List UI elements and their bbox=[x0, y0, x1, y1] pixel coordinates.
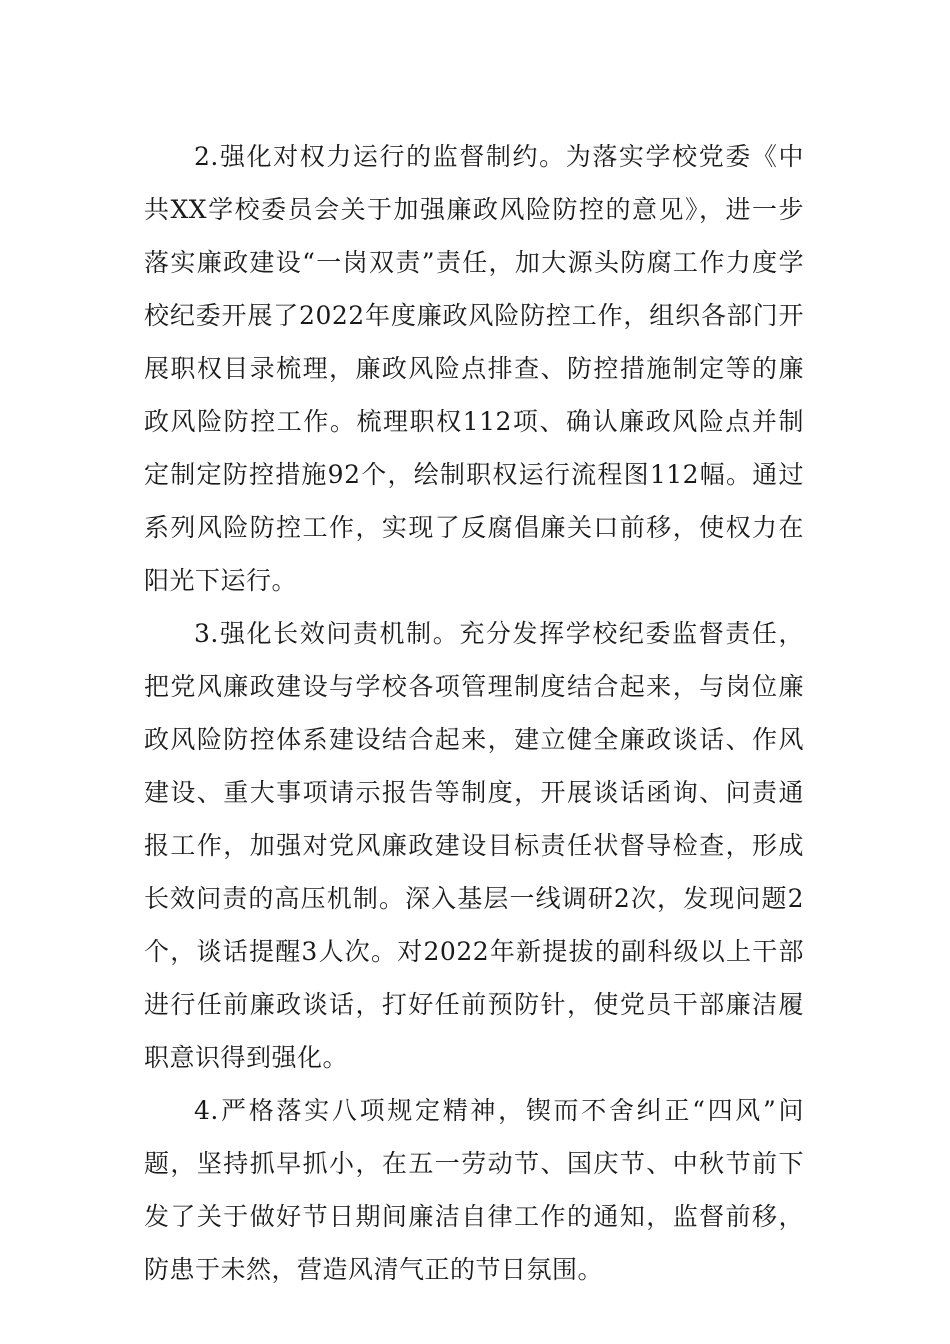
paragraph-eight-rules: 4.严格落实八项规定精神，锲而不舍纠正“四风”问题，坚持抓早抓小，在五一劳动节、国庆节、中秋节前下发了关于做好节日期间廉洁自律工作的通知，监督前移，防患于未然，营造风清气正的节日氛围。 bbox=[144, 1096, 804, 1284]
paragraph-power-supervision: 2.强化对权力运行的监督制约。为落实学校党委《中共XX学校委员会关于加强廉政风险防控的意见》，进一步落实廉政建设“一岗双责”责任，加大源头防腐工作力度学校纪委开展了2022年度廉政风险防控工作，组织各部门开展职权目录梳理，廉政风险点排查、防控措施制定等的廉政风险防控工作。梳理职权112项、确认廉政风险点并制定制定防控措施92个，绘制职权运行流程图112幅。通过系列风险防控工作，实现了反腐倡廉关口前移，使权力在阳光下运行。 bbox=[144, 142, 804, 595]
document-body bbox=[144, 130, 804, 1296]
paragraph-accountability-mechanism: 3.强化长效问责机制。充分发挥学校纪委监督责任，把党风廉政建设与学校各项管理制度结合起来，与岗位廉政风险防控体系建设结合起来，建立健全廉政谈话、作风建设、重大事项请示报告等制度，开展谈话函询、问责通报工作，加强对党风廉政建设目标责任状督导检查，形成长效问责的高压机制。深入基层一线调研2次，发现问题2个，谈话提醒3人次。对2022年新提拔的副科级以上干部进行任前廉政谈话，打好任前预防针，使党员干部廉洁履职意识得到强化。 bbox=[144, 619, 804, 1072]
